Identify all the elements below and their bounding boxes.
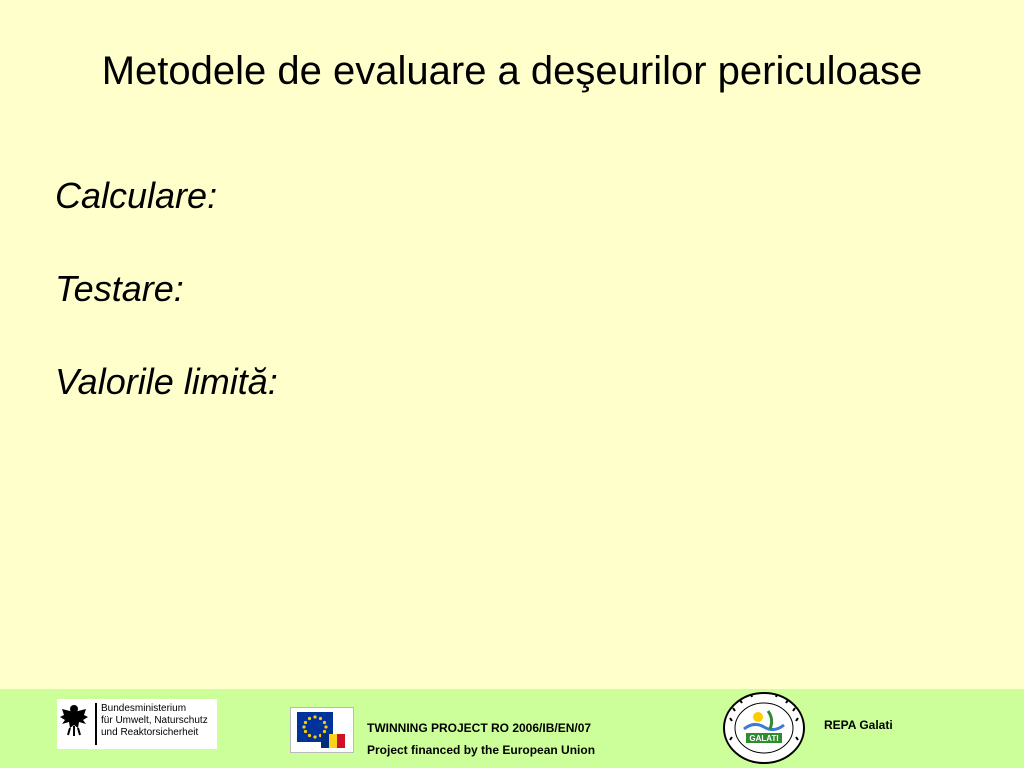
- item-testare: Testare:: [55, 268, 184, 309]
- bmu-logo: [57, 699, 217, 749]
- repa-seal-text: GALATI: [749, 734, 779, 743]
- footer-bar: [0, 689, 1024, 768]
- bmu-line-2: für Umwelt, Naturschutz: [101, 715, 208, 726]
- bmu-line-3: und Reaktorsicherheit: [101, 727, 199, 738]
- item-valorile-limita: Valorile limită:: [55, 361, 278, 402]
- slide-content: [55, 172, 278, 451]
- bmu-divider: [95, 703, 97, 745]
- bmu-line-1: Bundesministerium: [101, 703, 187, 714]
- twinning-project-code: TWINNING PROJECT RO 2006/IB/EN/07: [367, 721, 592, 735]
- eu-logo: [290, 707, 354, 753]
- repa-galati-label: REPA Galati: [824, 718, 893, 732]
- slide-title: Metodele de evaluare a deşeurilor periculoase: [101, 49, 923, 93]
- project-financing: Project financed by the European Union: [367, 743, 596, 757]
- bmu-text: [101, 703, 208, 739]
- repa-seal-icon: [722, 691, 806, 765]
- federal-eagle-icon: [59, 703, 89, 737]
- item-calculare: Calculare:: [55, 175, 218, 216]
- twinning-info: [367, 717, 595, 761]
- eu-flag-icon: [291, 708, 353, 752]
